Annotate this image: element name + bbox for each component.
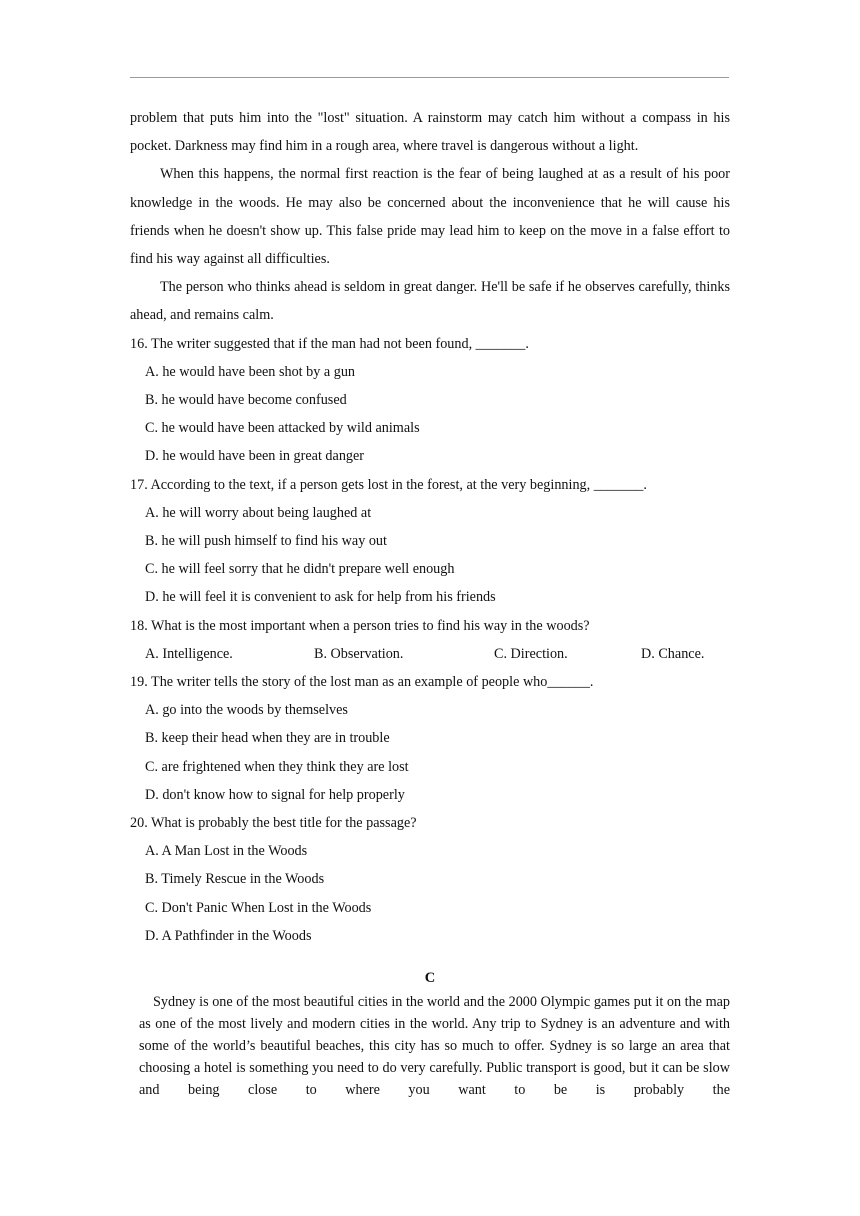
- section-c-passage: Sydney is one of the most beautiful cities in the world and the 2000 Olympic games put it on the map as one of the most lively and modern cities in the world. Any trip to Sydney is an adventure and with some of the world’s beautiful beaches, this city has so much to offer. Sydney is so large an area that choosing a hotel is something you need to do very carefully. Public transport is good, but it can be slow and being close to where you want to be is probably the: [139, 994, 730, 1098]
- option-b: B. keep their head when they are in trouble: [145, 730, 390, 747]
- option-d: D. don't know how to signal for help properly: [145, 786, 405, 803]
- question-17: [130, 471, 730, 612]
- options-row: [130, 640, 730, 668]
- question-stem: 16. The writer suggested that if the man had not been found, _______.: [130, 335, 529, 352]
- option-b: B. he would have become confused: [145, 392, 347, 409]
- option-d: D. A Pathfinder in the Woods: [145, 927, 312, 944]
- option-a: A. he will worry about being laughed at: [145, 504, 372, 521]
- option-d: D. he would have been in great danger: [145, 448, 365, 465]
- passage-paragraph: When this happens, the normal first reaction is the fear of being laughed at as a result of his poor knowledge in the woods. He may also be concerned about the inconvenience that he will cause his friends when he doesn't show up. This false pride may lead him to keep on the move in a false effort to find his way against all difficulties.: [130, 166, 730, 268]
- question-16: [130, 330, 730, 471]
- option-d: D. he will feel it is convenient to ask for help from his friends: [145, 589, 496, 606]
- option-c: C. he will feel sorry that he didn't prepare well enough: [145, 561, 455, 578]
- option-a: A. A Man Lost in the Woods: [145, 843, 308, 860]
- question-18: [130, 612, 730, 668]
- option-a: A. he would have been shot by a gun: [145, 363, 356, 380]
- question-stem: 17. According to the text, if a person gets lost in the forest, at the very beginning, _______.: [130, 476, 647, 493]
- option-a: A. Intelligence.: [145, 645, 233, 662]
- option-c: C. Don't Panic When Lost in the Woods: [145, 899, 372, 916]
- question-stem: 18. What is the most important when a person tries to find his way in the woods?: [130, 617, 590, 634]
- option-c: C. are frightened when they think they are lost: [145, 758, 409, 775]
- option-d: D. Chance.: [641, 645, 705, 662]
- option-c: C. Direction.: [494, 645, 568, 662]
- header-rule: [130, 77, 729, 78]
- option-b: B. Timely Rescue in the Woods: [145, 871, 325, 888]
- question-stem: 19. The writer tells the story of the lost man as an example of people who______.: [130, 674, 594, 691]
- question-20: [130, 809, 730, 950]
- question-stem: 20. What is probably the best title for the passage?: [130, 815, 417, 832]
- passage-paragraph: The person who thinks ahead is seldom in great danger. He'll be safe if he observes carefully, thinks ahead, and remains calm.: [130, 279, 730, 324]
- passage-b-and-questions: [130, 104, 730, 988]
- option-a: A. go into the woods by themselves: [145, 702, 348, 719]
- section-heading: C: [424, 970, 436, 987]
- option-b: B. he will push himself to find his way out: [145, 533, 387, 550]
- question-19: [130, 668, 730, 809]
- passage-paragraph: problem that puts him into the "lost" situation. A rainstorm may catch him without a compass in his pocket. Darkness may find him in a rough area, where travel is dangerous without a light.: [130, 110, 730, 155]
- option-b: B. Observation.: [314, 645, 404, 662]
- option-c: C. he would have been attacked by wild animals: [145, 420, 420, 437]
